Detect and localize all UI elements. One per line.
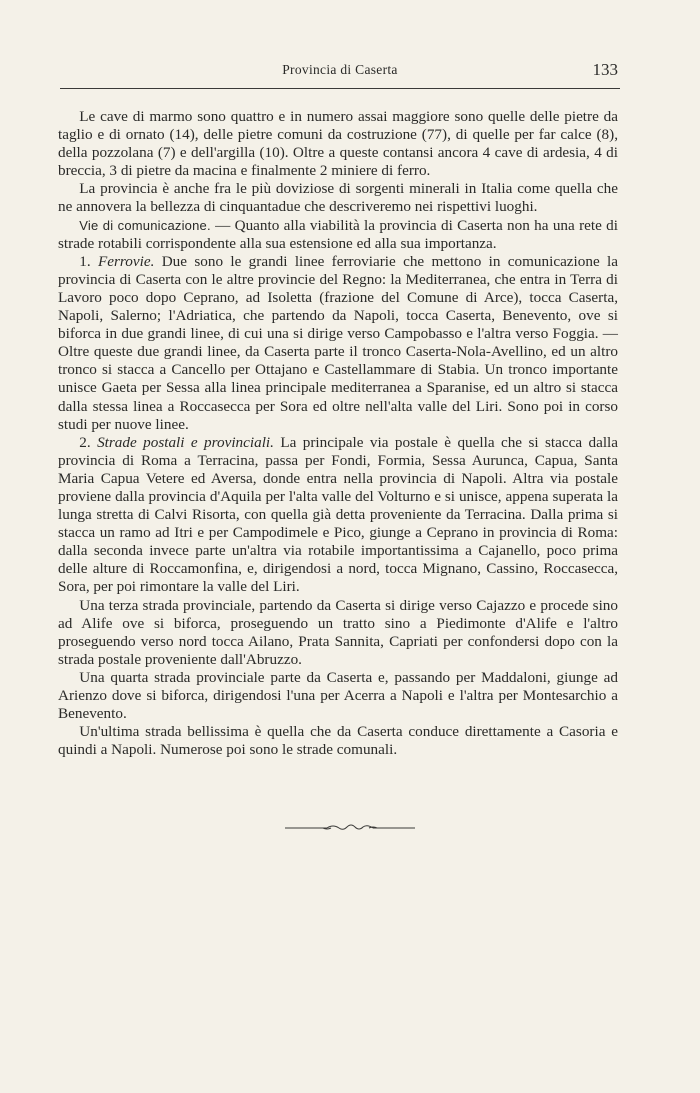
paragraph-cave — [58, 108, 618, 180]
paragraph-text: Una terza strada provinciale, partendo da Caserta si dirige verso Cajazzo e procede sino ad Alife ove si biforca, proseguendo un tratto sino a Piedimonte d'Alife e l'altro proseguendo verso nord tocca Ailano, Prata Sannita, Capriati per confondersi dopo con la strada postale proveniente dall'Abruzzo. — [58, 596, 618, 668]
page-number: 133 — [592, 60, 618, 79]
paragraph-text: Le cave di marmo sono quattro e in numero assai maggiore sono quelle delle pietre da taglio e di ornato (14), delle pietre comuni da costruzione (77), di quelle per far calce (8), della pozzolana (7) e dell'argilla (10). Oltre a queste contansi ancora 4 cave di ardesia, 4 di breccia, 3 di pietre da macina e finalmente 2 miniere di ferro. — [58, 108, 618, 180]
paragraph-text: Due sono le grandi linee ferroviarie che mettono in comunicazione la provincia di Caserta con le altre provincie del Regno: la Mediterranea, che entra in Terra di Lavoro poco dopo Ceprano, ad Isoletta (frazione del Comune di Arce), tocca Caserta, Napoli, Salerno; l'Adriatica, che partendo da Napoli, tocca Caserta, Benevento, ove si biforca in due grandi linee, di cui una si dirige verso Campobasso e l'altra verso Foggia. — Oltre queste due grandi linee, da Caserta parte il tronco Caserta-Nola-Avellino, ed un altro tronco si stacca a Cancello per Ottajano e Castellammare di Stabia. Un tronco importante unisce Gaeta per Sessa alla linea principale mediterranea a Sparanise, ed un altro si stacca dalla stessa linea a Roccasecca per Sora ed oltre nell'alta valle del Liri. Sono poi in corso studi per nuove linee. — [58, 252, 618, 433]
paragraph-text: Una quarta strada provinciale parte da Caserta e, passando per Maddaloni, giunge ad Arienzo dove si biforca, dirigendosi l'una per Acerra a Napoli e l'altra per Montesarchio a Benevento. — [58, 668, 618, 723]
paragraph-ferrovie — [58, 253, 618, 434]
running-head — [60, 60, 620, 84]
list-number: 1. — [79, 252, 98, 270]
paragraph-sorgenti — [58, 180, 618, 216]
paragraph-text: La principale via postale è quella che si stacca dalla provincia di Roma a Terracina, passa per Fondi, Formia, Sessa Aurunca, Capua, Santa Maria Capua Vetere ed Aversa, donde entra nella provincia di Napoli. Altra via postale proviene dalla provincia d'Aquila per l'alta valle del Volturno e si unisce, appena superata la lunga stretta di Calvi Risorta, con quella già detta proveniente da Terracina. Dalla prima si stacca un ramo ad Itri e per Campodimele e Pico, giunge a Ceprano in provincia di Roma: dalla seconda invece parte un'altra via rotabile importantissima a Cajanello, poco prima delle alture di Roccamonfina, e, dirigendosi a nord, tocca Mignano, Cassino, Roccasecca, Sora, per poi rimontare la valle del Liri. — [58, 433, 619, 596]
tailpiece-svg — [283, 820, 417, 834]
paragraph-vie-comunicazione — [58, 217, 618, 253]
paragraph-quarta-strada — [58, 669, 618, 723]
section-heading: Vie di comunicazione. — [79, 217, 211, 233]
decorative-tailpiece-icon — [0, 820, 700, 839]
paragraph-terza-strada — [58, 597, 618, 669]
paragraph-strade-postali — [58, 434, 618, 597]
subsection-heading: Strade postali e provinciali. — [97, 433, 274, 451]
header-rule — [60, 88, 620, 89]
body-text — [58, 108, 618, 759]
paragraph-text: La provincia è anche fra le più doviziose di sorgenti minerali in Italia come quella che ne annovera la bellezza di cinquantadue che descriveremo nei rispettivi luoghi. — [58, 180, 618, 216]
paragraph-text: — Quanto alla viabilità la provincia di Caserta non ha una rete di strade rotabili corrispondente alla sua estensione ed alla sua importanza. — [58, 216, 618, 252]
running-title: Provincia di Caserta — [282, 62, 398, 77]
paragraph-ultima-strada — [58, 723, 618, 759]
paragraph-text: Un'ultima strada bellissima è quella che da Caserta conduce direttamente a Casoria e quindi a Napoli. Numerose poi sono le strade comunali. — [58, 723, 618, 759]
subsection-heading: Ferrovie. — [98, 252, 155, 270]
list-number: 2. — [79, 433, 98, 451]
